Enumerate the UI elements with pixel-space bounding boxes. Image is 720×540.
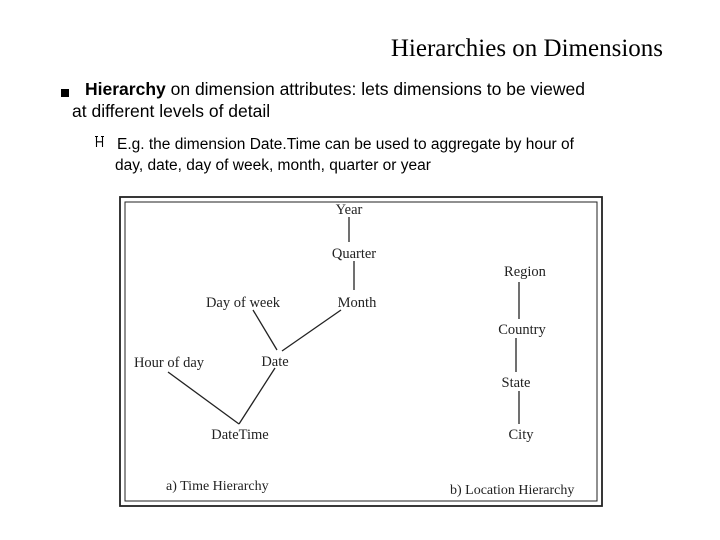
bullet-line-1 bbox=[85, 78, 685, 100]
node-city: City bbox=[508, 427, 534, 443]
sub-bullet-line-2: day, date, day of week, month, quarter or year bbox=[115, 157, 431, 174]
node-year: Year bbox=[335, 202, 363, 218]
caption-time-hierarchy: a) Time Hierarchy bbox=[166, 479, 269, 494]
bold-term: Hierarchy bbox=[85, 79, 166, 99]
slide-title: Hierarchies on Dimensions bbox=[390, 35, 663, 62]
sub-bullet-icon bbox=[93, 135, 107, 149]
edge-hourofday-datetime bbox=[168, 372, 239, 424]
bullet-line-1-rest: on dimension attributes: lets dimensions to be viewed bbox=[165, 79, 586, 99]
caption-location-hierarchy: b) Location Hierarchy bbox=[450, 483, 575, 498]
figure-outer-border bbox=[120, 197, 602, 506]
edge-date-datetime bbox=[239, 368, 275, 424]
bullet-line-2: at different levels of detail bbox=[72, 101, 271, 121]
sub-bullet-text bbox=[117, 134, 677, 176]
edge-dayofweek-date bbox=[253, 310, 277, 350]
sub-bullet-line-1: E.g. the dimension Date.Time can be used to aggregate by hour of bbox=[117, 136, 574, 153]
node-date: Date bbox=[261, 354, 289, 370]
edge-month-date bbox=[282, 310, 341, 351]
node-country: Country bbox=[498, 322, 546, 338]
hierarchy-diagram bbox=[118, 195, 604, 508]
node-hour-of-day: Hour of day bbox=[133, 355, 205, 371]
bullet-text-hierarchy bbox=[72, 78, 685, 122]
node-quarter: Quarter bbox=[331, 246, 377, 262]
node-month: Month bbox=[337, 295, 377, 311]
node-day-of-week: Day of week bbox=[205, 295, 281, 311]
hierarchy-figure bbox=[118, 195, 604, 508]
node-state: State bbox=[501, 375, 531, 391]
node-region: Region bbox=[504, 264, 546, 280]
node-datetime: DateTime bbox=[211, 427, 269, 443]
square-bullet-icon bbox=[58, 87, 78, 99]
